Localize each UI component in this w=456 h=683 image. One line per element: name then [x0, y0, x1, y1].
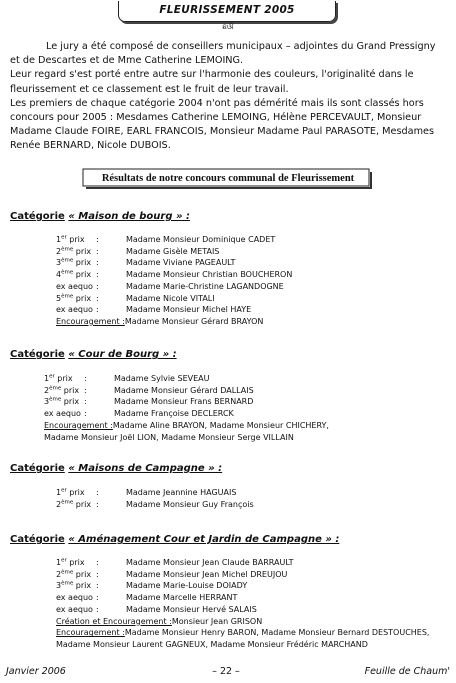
prize-row	[56, 580, 451, 592]
prize-rank: 2ème prix	[56, 499, 92, 509]
prize-row	[56, 569, 451, 581]
footer-date: Janvier 2006	[6, 666, 66, 677]
prize-winner: Madame Monsieur Gérard DALLAIS	[114, 385, 254, 395]
prize-colon: :	[96, 569, 99, 579]
category-heading-cour-de-bourg	[10, 349, 177, 360]
prize-colon: :	[84, 374, 87, 383]
footer-publication: Feuille de Chaum'	[364, 666, 450, 677]
prize-colon: :	[96, 488, 99, 497]
prize-rank: ex aequo	[56, 281, 93, 291]
prize-list-maisons-de-campagne	[56, 487, 254, 510]
prize-rank: 1er prix	[56, 487, 85, 497]
category-name: « Maison de bourg » :	[68, 211, 190, 222]
prize-winner: Madame Sylvie SEVEAU	[114, 374, 210, 383]
title-ornament: ଛଔ	[222, 23, 234, 31]
prize-winner: Madame Monsieur Jean Claude BARRAULT	[126, 558, 294, 567]
prize-rank: 3ème prix	[44, 396, 80, 407]
prize-rank: 2ème prix	[56, 246, 92, 256]
prize-colon: :	[84, 409, 87, 419]
prize-row	[44, 396, 329, 408]
prize-row	[44, 373, 329, 385]
prize-rank: 3ème prix	[56, 257, 92, 268]
category-label: Catégorie	[10, 349, 65, 360]
banner-title: Résultats de notre concours communal de Fleurissement	[101, 173, 355, 184]
prize-winner: Madame Gisèle METAIS	[126, 246, 220, 256]
category-heading-maison-de-bourg	[10, 211, 190, 222]
prize-colon: :	[96, 246, 99, 256]
prize-row	[56, 304, 292, 316]
prize-winner: Madame Monsieur Christian BOUCHERON	[126, 270, 293, 280]
encouragement-row: Encouragement : Madame Monsieur Gérard BRAYON	[56, 316, 264, 326]
encouragement-row: Encouragement : Madame Aline BRAYON, Madame Monsieur CHICHERY,	[44, 420, 329, 430]
prize-winner: Madame Françoise DECLERCK	[114, 409, 234, 419]
intro-paragraph-1: Le jury a été composé de conseillers municipaux – adjointes du Grand Pressigny et de Descartes et de Mme Catherine LEMOING.	[10, 41, 436, 67]
prize-row	[56, 487, 254, 499]
prize-rank: 3ème prix	[56, 580, 92, 591]
prize-list-cour-de-bourg	[44, 373, 329, 443]
category-heading-maisons-de-campagne	[10, 463, 222, 474]
intro-text	[10, 40, 448, 154]
prize-winner: Madame Monsieur Frans BERNARD	[114, 397, 254, 407]
prize-row	[56, 604, 451, 616]
encouragement-row-continued: Madame Monsieur Laurent GAGNEUX, Madame Monsieur Frédéric MARCHAND	[56, 639, 368, 649]
prize-winner: Madame Jeannine HAGUAIS	[126, 488, 237, 497]
prize-row	[56, 257, 292, 269]
prize-row	[56, 592, 451, 604]
prize-rank: 1er prix	[56, 234, 85, 244]
prize-colon: :	[96, 281, 99, 291]
category-label: Catégorie	[10, 463, 65, 474]
page-number: – 22 –	[212, 666, 240, 677]
prize-rank: 1er prix	[56, 557, 85, 567]
prize-rank: 2ème prix	[56, 569, 92, 579]
prize-winner: Madame Monsieur Hervé SALAIS	[126, 604, 257, 614]
encouragement-row: Encouragement : Madame Monsieur Henry BARON, Madame Monsieur Bernard DESTOUCHES,	[56, 628, 430, 638]
prize-winner: Madame Monsieur Michel HAYE	[126, 305, 252, 315]
prize-colon: :	[96, 293, 99, 303]
title-box	[118, 1, 336, 22]
prize-row	[56, 557, 451, 569]
prize-colon: :	[96, 305, 99, 315]
prize-row	[56, 293, 292, 305]
prize-winner: Madame Nicole VITALI	[126, 293, 215, 303]
category-label: Catégorie	[10, 211, 65, 222]
prize-winner: Madame Monsieur Guy François	[126, 499, 254, 509]
prize-row	[56, 246, 292, 258]
prize-winner: Madame Monsieur Dominique CADET	[126, 235, 276, 244]
prize-rank: 4ème prix	[56, 269, 92, 280]
prize-colon: :	[96, 258, 99, 268]
prize-row	[56, 499, 254, 511]
category-label: Catégorie	[10, 534, 65, 545]
prize-winner: Madame Marcelle HERRANT	[126, 593, 238, 603]
prize-winner: Madame Viviane PAGEAULT	[126, 258, 236, 268]
prize-row	[56, 269, 292, 281]
category-name: « Maisons de Campagne » :	[68, 463, 223, 474]
prize-colon: :	[96, 581, 99, 591]
category-heading-amenagement-cour-jardin	[10, 534, 339, 545]
prize-list-amenagement-cour-jardin	[56, 557, 451, 651]
encouragement-row-continued: Madame Monsieur Joël LION, Madame Monsieur Serge VILLAIN	[44, 432, 294, 442]
prize-row	[56, 281, 292, 293]
prize-rank: ex aequo	[44, 409, 81, 419]
prize-rank: 5ème prix	[56, 292, 92, 303]
prize-colon: :	[96, 499, 99, 509]
prize-colon: :	[96, 558, 99, 567]
page-title: FLEURISSEMENT 2005	[159, 4, 295, 16]
prize-colon: :	[96, 235, 99, 244]
prize-colon: :	[84, 385, 87, 395]
prize-colon: :	[84, 397, 87, 407]
prize-row	[44, 408, 329, 420]
category-name: « Cour de Bourg » :	[68, 349, 177, 360]
creation-encouragement-row: Création et Encouragement : Monsieur Jean GRISON	[56, 616, 263, 626]
prize-rank: ex aequo	[56, 593, 93, 603]
prize-rank: 1er prix	[44, 373, 73, 383]
prize-colon: :	[96, 593, 99, 603]
prize-rank: 2ème prix	[44, 385, 80, 395]
prize-rank: ex aequo	[56, 305, 93, 315]
prize-list-maison-de-bourg	[56, 234, 292, 328]
intro-paragraph-3: Les premiers de chaque catégorie 2004 n'ont pas démérité mais ils sont classés hors concours pour 2005 : Mesdames Catherine LEMOING, Hélène PERCEVAULT, Monsieur Madame Claude FOIRE, EARL FRANCOIS, Monsieur Madame Paul PARASOTE, Mesdames Renée BERNARD, Nicole DUBOIS.	[10, 97, 435, 152]
prize-winner: Madame Marie-Louise DOIADY	[126, 581, 248, 591]
intro-paragraph-2: Leur regard s'est porté entre autre sur l'harmonie des couleurs, l'originalité dans le fleurissement et ce classement est le fruit de leur travail.	[10, 69, 414, 95]
prize-colon: :	[96, 604, 99, 614]
prize-colon: :	[96, 270, 99, 280]
prize-winner: Madame Monsieur Jean Michel DREUJOU	[126, 569, 288, 579]
results-banner	[82, 168, 374, 190]
prize-winner: Madame Marie-Christine LAGANDOGNE	[126, 281, 284, 291]
category-name: « Aménagement Cour et Jardin de Campagne » :	[68, 534, 340, 545]
prize-rank: ex aequo	[56, 604, 93, 614]
prize-row	[56, 234, 292, 246]
prize-row	[44, 385, 329, 397]
